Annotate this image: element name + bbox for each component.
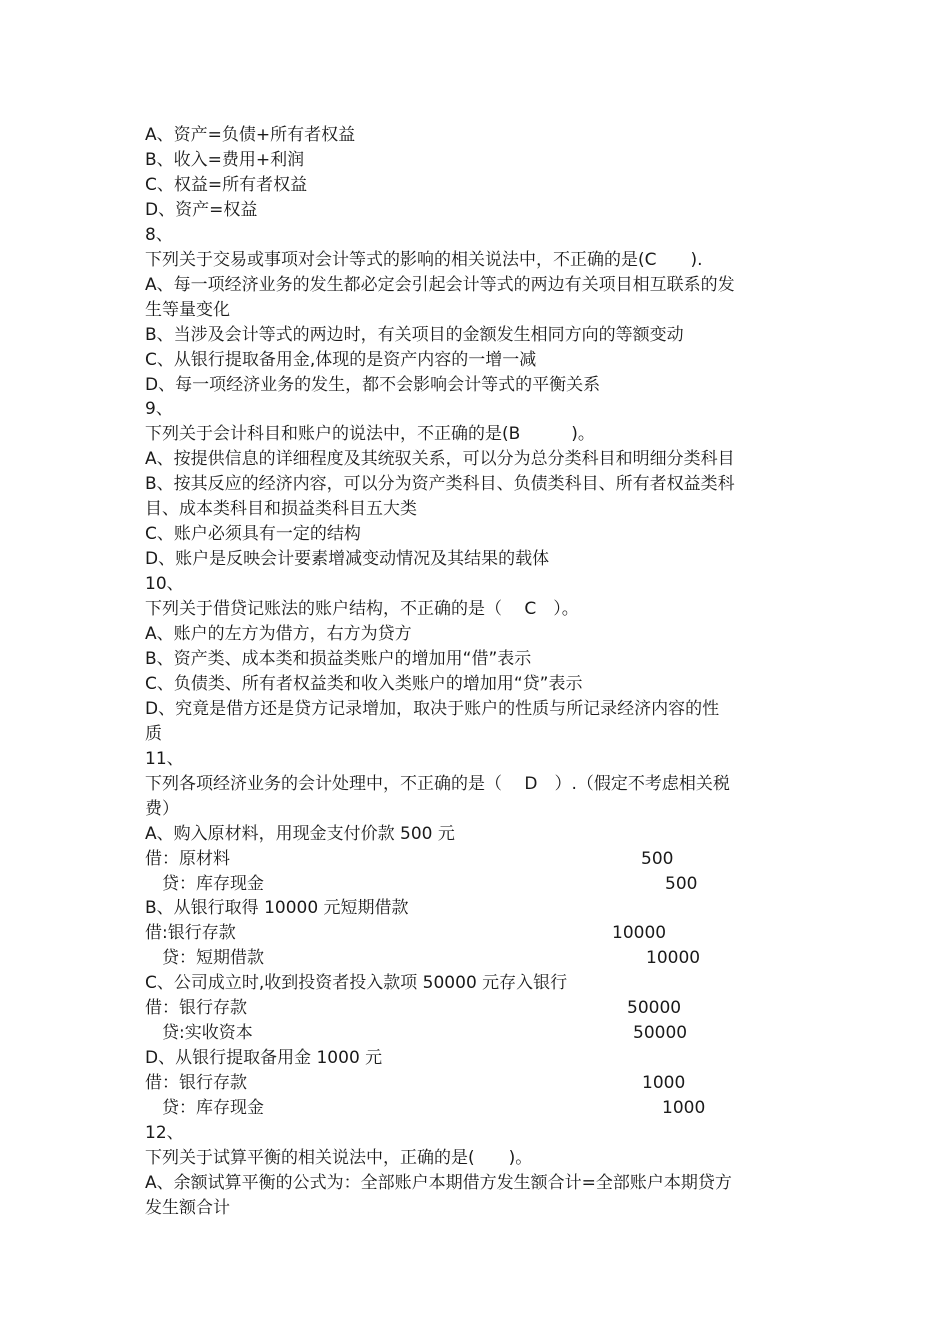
text-line: 借:银行存款 [145, 923, 236, 944]
text-line: 借：银行存款 [145, 998, 247, 1019]
journal-amount: 10000 [646, 948, 701, 969]
journal-amount: 500 [665, 873, 698, 894]
text-line: 借：银行存款 [145, 1073, 247, 1094]
text-line: 下列关于借贷记账法的账户结构，不正确的是（ C ）。 [145, 599, 579, 620]
text-line: 下列各项经济业务的会计处理中，不正确的是（ D ）.（假定不考虑相关税 [145, 773, 730, 794]
journal-amount: 10000 [612, 923, 667, 944]
text-line: 9、 [145, 399, 173, 420]
text-line: 贷：短期借款 [145, 948, 264, 969]
text-line: D、账户是反映会计要素增减变动情况及其结果的载体 [145, 549, 550, 570]
journal-amount: 500 [641, 848, 674, 869]
text-line: 生等量变化 [145, 299, 230, 320]
text-line: B、按其反应的经济内容，可以分为资产类科目、负债类科目、所有者权益类科 [145, 474, 735, 495]
text-line: D、从银行提取备用金 1000 元 [145, 1048, 383, 1069]
text-line: 贷:实收资本 [145, 1023, 253, 1044]
text-line: C、权益=所有者权益 [145, 174, 308, 195]
text-line: C、账户必须具有一定的结构 [145, 524, 361, 545]
text-line: 12、 [145, 1123, 184, 1143]
text-line: C、从银行提取备用金,体现的是资产内容的一增一减 [145, 349, 537, 370]
text-line: 借：原材料 [145, 848, 230, 869]
text-line: 10、 [145, 574, 184, 595]
text-line: C、负债类、所有者权益类和收入类账户的增加用“贷”表示 [145, 673, 583, 694]
text-line: 质 [145, 723, 162, 744]
journal-amount: 1000 [642, 1073, 686, 1094]
journal-amount: 50000 [627, 998, 682, 1019]
text-line: A、每一项经济业务的发生都必定会引起会计等式的两边有关项目相互联系的发 [145, 274, 735, 295]
text-line: 8、 [145, 224, 173, 245]
text-line: 发生额合计 [145, 1197, 230, 1218]
text-line: B、从银行取得 10000 元短期借款 [145, 898, 409, 919]
journal-amount: 50000 [633, 1023, 688, 1044]
text-line: 贷：库存现金 [145, 873, 264, 894]
text-line: A、资产=负债+所有者权益 [145, 125, 356, 145]
text-line: B、资产类、成本类和损益类账户的增加用“借”表示 [145, 648, 532, 669]
text-line: 目、成本类科目和损益类科目五大类 [145, 499, 417, 520]
text-line: 下列关于交易或事项对会计等式的影响的相关说法中，不正确的是(C ). [145, 249, 703, 270]
text-line: D、究竟是借方还是贷方记录增加，取决于账户的性质与所记录经济内容的性 [145, 698, 720, 719]
text-line: B、当涉及会计等式的两边时，有关项目的金额发生相同方向的等额变动 [145, 324, 684, 345]
text-line: 贷：库存现金 [145, 1098, 264, 1119]
text-line: 下列关于试算平衡的相关说法中，正确的是( )。 [145, 1147, 533, 1168]
text-line: D、每一项经济业务的发生，都不会影响会计等式的平衡关系 [145, 374, 601, 395]
text-line: A、余额试算平衡的公式为：全部账户本期借方发生额合计=全部账户本期贷方 [145, 1172, 732, 1193]
text-line: A、账户的左方为借方，右方为贷方 [145, 624, 412, 644]
text-line: 下列关于会计科目和账户的说法中，不正确的是(B )。 [145, 424, 595, 445]
journal-amount: 1000 [662, 1098, 706, 1119]
text-line: B、收入=费用+利润 [145, 149, 305, 170]
text-line: 11、 [145, 748, 184, 769]
text-line: A、按提供信息的详细程度及其统驭关系，可以分为总分类科目和明细分类科目 [145, 449, 735, 470]
text-line: C、公司成立时,收到投资者投入款项 50000 元存入银行 [145, 973, 568, 994]
text-line: D、资产=权益 [145, 199, 258, 220]
text-line: A、购入原材料，用现金支付价款 500 元 [145, 823, 455, 844]
text-line: 费） [145, 798, 179, 819]
